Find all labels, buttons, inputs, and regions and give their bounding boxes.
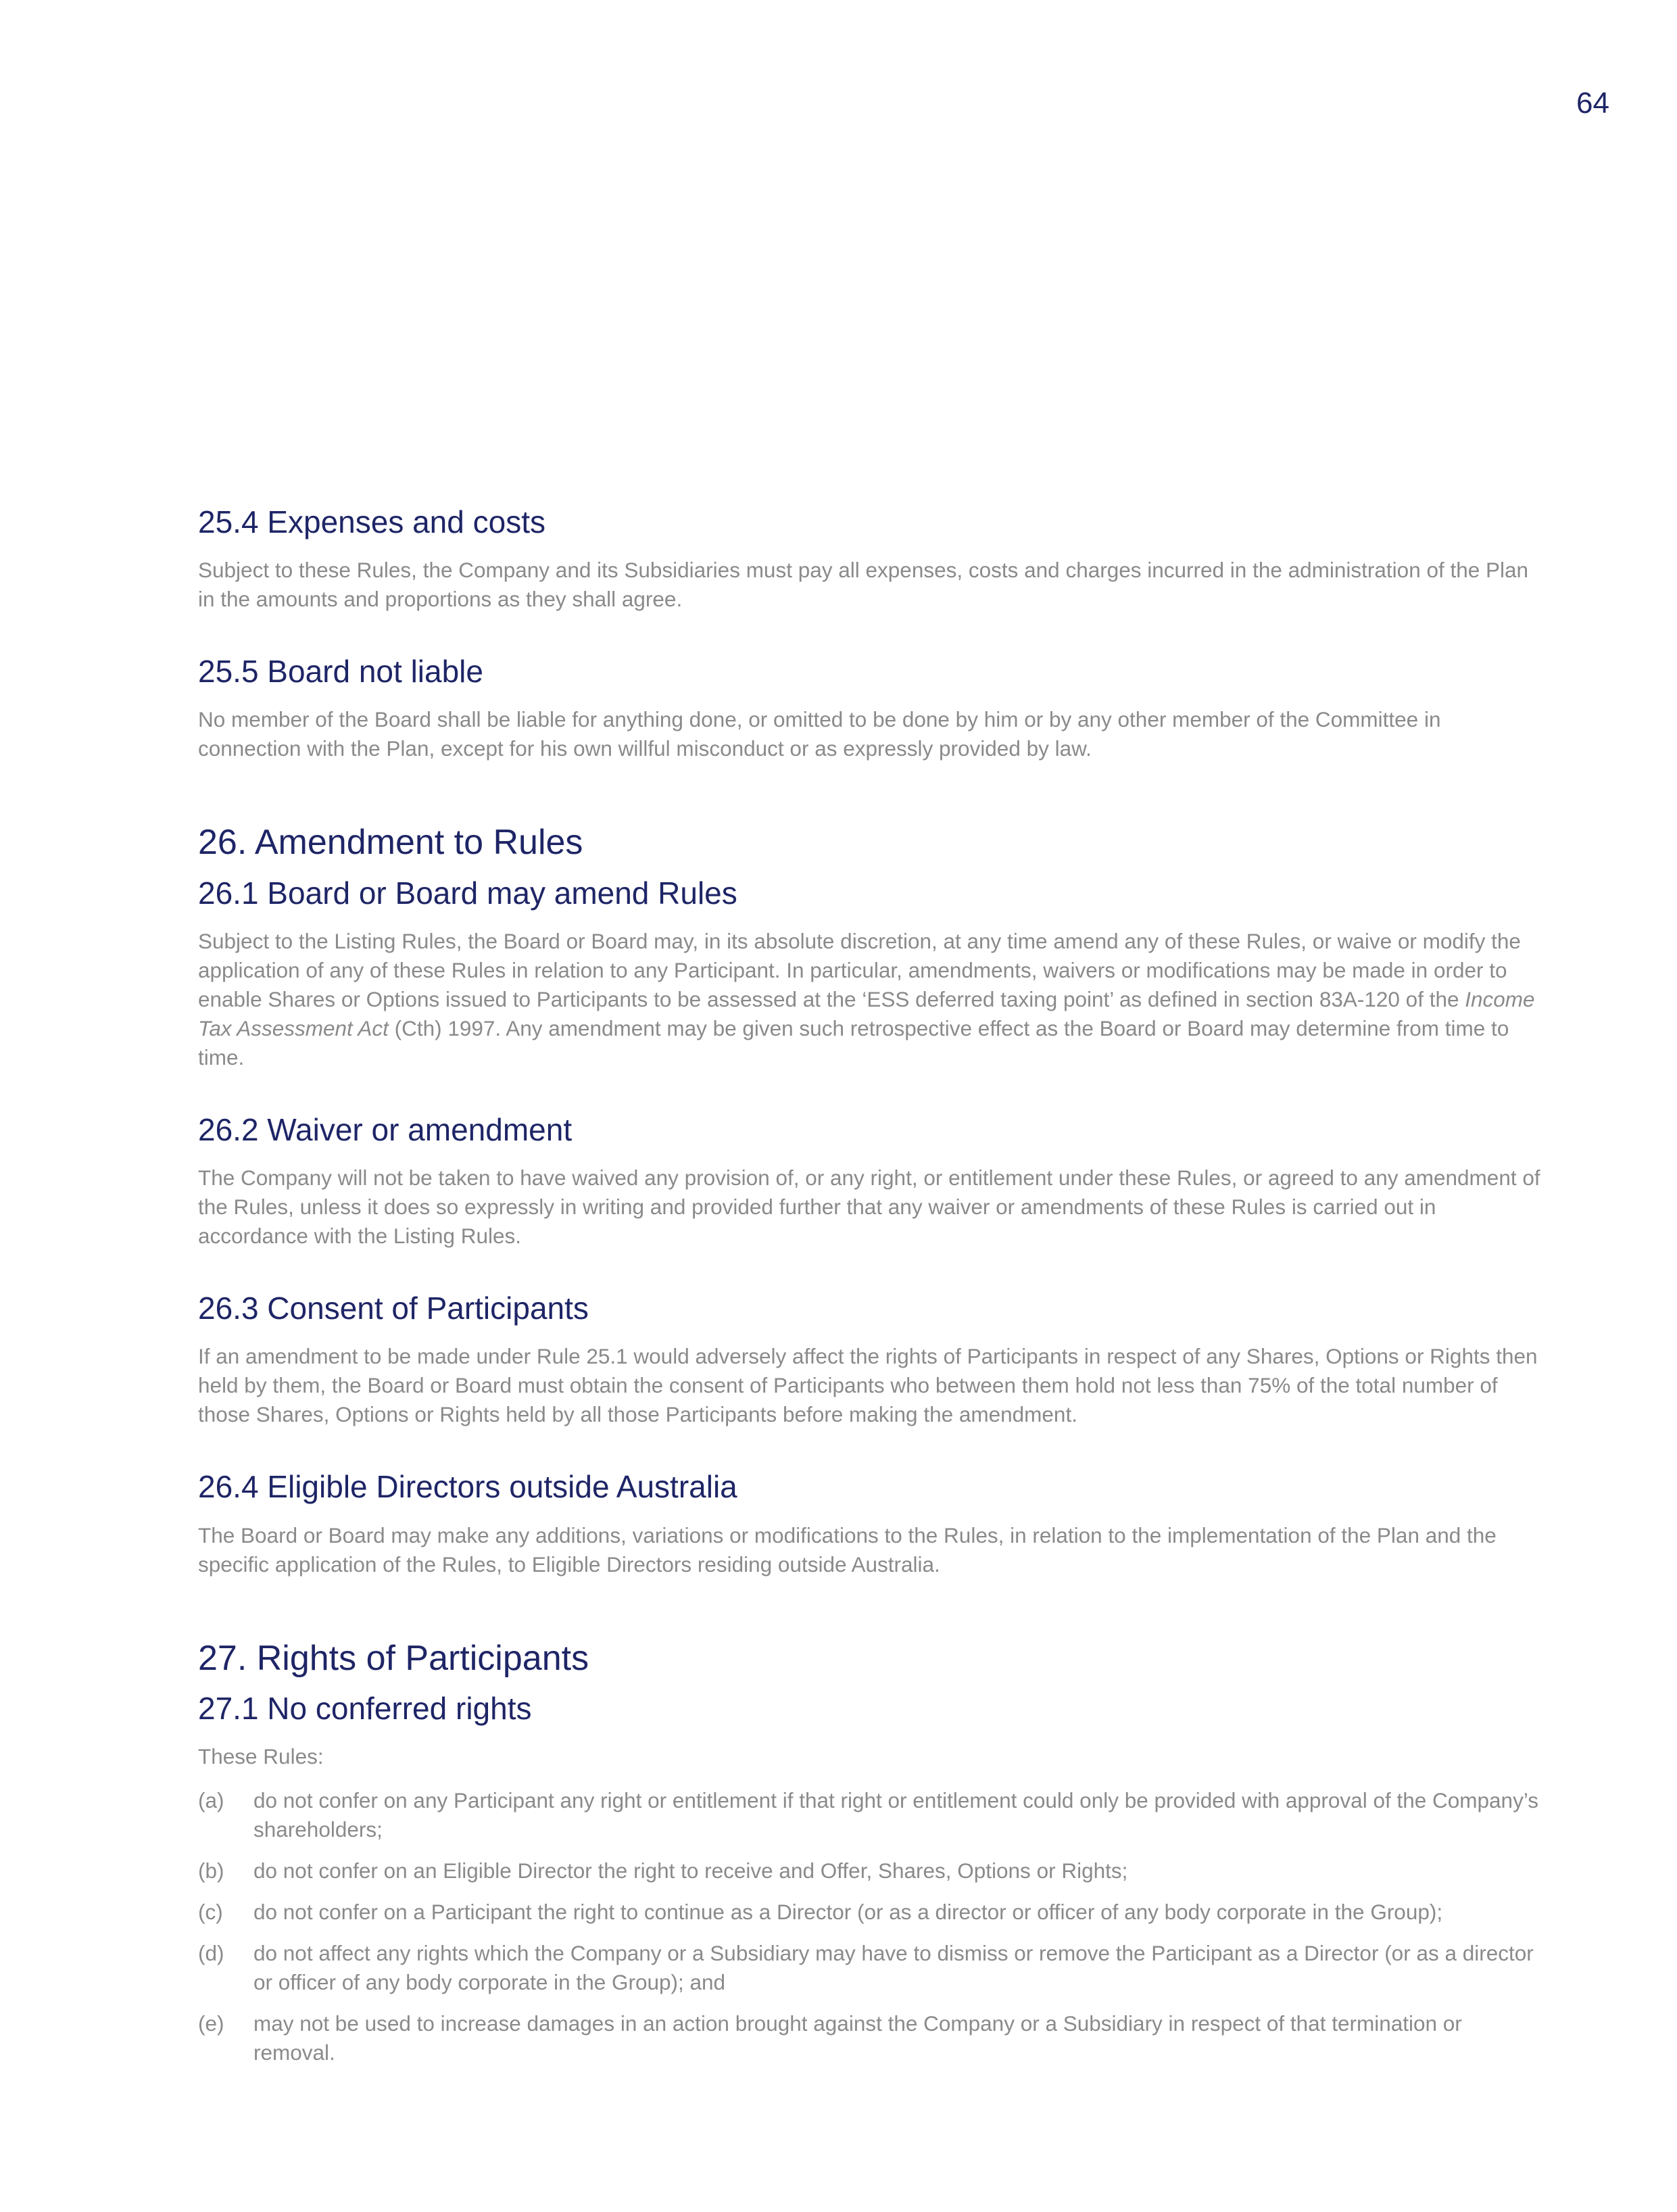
section-heading-26-3: 26.3 Consent of Participants <box>198 1291 589 1326</box>
chapter-heading-27: 27. Rights of Participants <box>198 1638 589 1678</box>
list-item <box>198 1856 1543 1885</box>
list-item <box>198 1786 1543 1844</box>
section-body-26-1 <box>198 927 1543 1072</box>
section-heading-27-1: 27.1 No conferred rights <box>198 1690 532 1726</box>
section-body-25-4: Subject to these Rules, the Company and its Subsidiaries must pay all expenses, costs and charges incurred in the administration of the Plan in the amounts and proportions as they shall agree. <box>198 558 1529 612</box>
list-item <box>198 2009 1543 2067</box>
section-heading-26-1: 26.1 Board or Board may amend Rules <box>198 875 737 911</box>
section-heading-26-2: 26.2 Waiver or amendment <box>198 1111 573 1147</box>
list-item-text: do not confer on a Participant the right to continue as a Director (or as a director or officer of any body corporate in the Group); <box>253 1900 1443 1925</box>
list-item-text: do not confer on an Eligible Director the right to receive and Offer, Shares, Options or Rights; <box>253 1858 1128 1883</box>
section-body-26-1-part1: Subject to the Listing Rules, the Board or Board may, in its absolute discretion, at any time amend any of these Rules, or waive or modify the application of any of these Rules in relation to any Participant. In particular, amendments, waivers or modifications may be made in order to enable Shares or Options issued to Participants to be assessed at the ‘ESS deferred taxing point’ as defined in section 83A-120 of the <box>198 928 1521 1011</box>
list-item-text: may not be used to increase damages in an action brought against the Company or a Subsidiary in respect of that termination or removal. <box>253 2011 1462 2065</box>
rules-list <box>198 1786 1543 2067</box>
section-body-25-5: No member of the Board shall be liable for anything done, or omitted to be done by him or by any other member of the Committee in connection with the Plan, except for his own willful misconduct or as expressly provided by law. <box>198 707 1441 761</box>
section-body-26-2: The Company will not be taken to have waived any provision of, or any right, or entitlement under these Rules, or agreed to any amendment of the Rules, unless it does so expressly in writing and provided further that any waiver or amendments of these Rules is carried out in accordance with the Listing Rules. <box>198 1165 1540 1249</box>
act-title: Income Tax Assessment Act <box>198 986 1535 1040</box>
section-heading-26-4: 26.4 Eligible Directors outside Australia <box>198 1469 737 1505</box>
section-intro-27-1: These Rules: <box>198 1744 324 1769</box>
page-number: 64 <box>1576 87 1609 120</box>
list-item <box>198 1898 1543 1927</box>
list-item-letter: (b) <box>198 1858 224 1883</box>
section-heading-25-5: 25.5 Board not liable <box>198 654 483 690</box>
list-item-letter: (d) <box>198 1941 224 1966</box>
section-heading-25-4: 25.4 Expenses and costs <box>198 504 545 539</box>
chapter-heading-26: 26. Amendment to Rules <box>198 823 583 863</box>
list-item-text: do not affect any rights which the Company or a Subsidiary may have to dismiss or remove the Participant as a Director (or as a director or officer of any body corporate in the Group); and <box>253 1941 1534 1995</box>
list-item-text: do not confer on any Participant any right or entitlement if that right or entitlement could only be provided with approval of the Company’s shareholders; <box>253 1788 1538 1842</box>
section-body-26-3: If an amendment to be made under Rule 25.1 would adversely affect the rights of Participants in respect of any Shares, Options or Rights then held by them, the Board or Board must obtain the consent of Participants who between them hold not less than 75% of the total number of those Shares, Options or Rights held by all those Participants before making the amendment. <box>198 1344 1538 1427</box>
list-item-letter: (c) <box>198 1900 223 1925</box>
list-item-letter: (e) <box>198 2011 224 2036</box>
list-item <box>198 1939 1543 1997</box>
document-body <box>198 504 1543 2079</box>
list-item-letter: (a) <box>198 1788 224 1813</box>
section-body-26-1-part2: (Cth) 1997. Any amendment may be given such retrospective effect as the Board or Board may determine from time to time. <box>198 1015 1509 1069</box>
section-body-26-4: The Board or Board may make any additions, variations or modifications to the Rules, in relation to the implementation of the Plan and the specific application of the Rules, to Eligible Directors residing outside Australia. <box>198 1522 1497 1577</box>
